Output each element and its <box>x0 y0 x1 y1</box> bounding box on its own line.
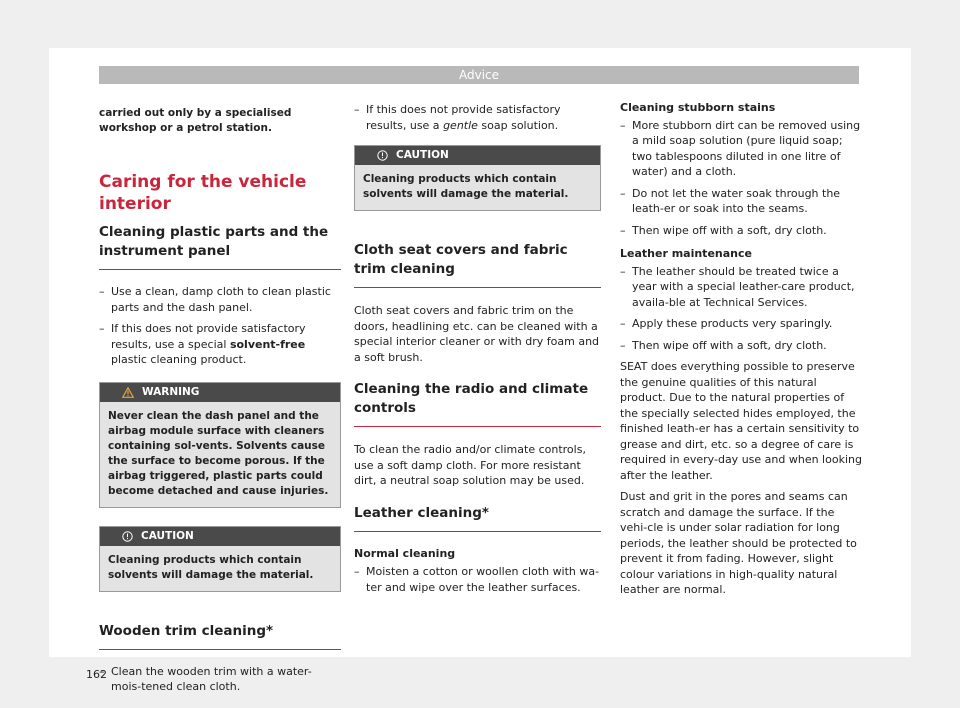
page-header: Advice <box>99 66 859 84</box>
list-item: – Use a clean, damp cloth to clean plastic parts and the dash panel. <box>99 284 341 315</box>
list-item-text: If this does not provide satisfactory results, use a <box>366 103 561 132</box>
list-item: – The leather should be treated twice a year with a special leather-care product, availa-ble at Technical Services. <box>620 264 862 311</box>
cloth-text: Cloth seat covers and fabric trim on the doors, headlining etc. can be cleaned with a special interior cleaner or with dry foam and a soft brush. <box>354 304 600 364</box>
normal-cleaning-heading: Normal cleaning <box>354 546 456 560</box>
caution-header <box>355 146 600 165</box>
radio-section-title: Cleaning the radio and climate controls <box>354 380 601 427</box>
caution-box <box>99 526 341 592</box>
list-item-text: soap solution. <box>477 118 559 132</box>
list-item: – Clean the wooden trim with a water-mois-tened clean cloth. <box>99 664 341 695</box>
warning-box <box>99 382 341 508</box>
leather-paragraph-2: Dust and grit in the pores and seams can scratch and damage the surface. If the vehi-cle is under solar radiation for long periods, the leather should be protected to prevent it from fading. However, slight colour variations in high-quality natural leather are normal. <box>620 490 857 596</box>
list-item-text: plastic cleaning product. <box>111 353 247 366</box>
maintenance-heading: Leather maintenance <box>620 247 752 260</box>
caution-label: CAUTION <box>141 529 194 542</box>
plastic-list-continued <box>354 102 601 133</box>
list-item-italic: gentle <box>443 118 478 132</box>
warning-label: WARNING <box>142 385 200 398</box>
list-item: – More stubborn dirt can be removed using a mild soap solution (pure liquid soap; two tablespoons diluted in one litre of water) and a cloth. <box>620 118 862 180</box>
list-item: – Then wipe off with a soft, dry cloth. <box>620 223 862 239</box>
list-item: – Apply these products very sparingly. <box>620 316 862 332</box>
caution-text: Cleaning products which contain solvents will damage the material. <box>355 165 600 210</box>
main-title: Caring for the vehicle interior <box>99 172 307 214</box>
wooden-list <box>99 664 341 695</box>
cloth-section-title: Cloth seat covers and fabric trim cleaning <box>354 241 601 288</box>
column-2 <box>354 102 601 601</box>
leather-section-title: Leather cleaning* <box>354 504 601 532</box>
manual-page <box>49 48 911 693</box>
list-item <box>99 321 341 368</box>
continued-text: carried out only by a specialised workshop or a petrol station. <box>99 107 292 134</box>
caution-box <box>354 145 601 211</box>
plastic-list <box>99 284 341 368</box>
leather-paragraph-1: SEAT does everything possible to preserve the genuine qualities of this natural product. Due to the natural properties of the specially selected hides employed, the finished leath-er has a certain sensitivity to grease and dirt, etc. so a degree of care is required in every-day use and when looking after the leather. <box>620 360 862 482</box>
caution-circle-icon <box>122 531 133 542</box>
warning-header <box>100 383 340 402</box>
caution-text: Cleaning products which contain solvents will damage the material. <box>100 546 340 591</box>
normal-cleaning-list <box>354 564 601 595</box>
column-3 <box>620 100 862 598</box>
caution-header <box>100 527 340 546</box>
list-item: – Moisten a cotton or woollen cloth with wa-ter and wipe over the leather surfaces. <box>354 564 601 595</box>
warning-triangle-icon <box>122 387 134 398</box>
warning-text: Never clean the dash panel and the airbag module surface with cleaners containing sol-vents. Solvents cause the surface to become porous. If the airbag triggered, plastic parts could become detached and cause injuries. <box>100 402 340 507</box>
list-item-text: If this does not provide satisfactory results, use a special <box>111 322 306 351</box>
maintenance-list <box>620 264 862 354</box>
stains-heading: Cleaning stubborn stains <box>620 101 776 114</box>
list-item: – Do not let the water soak through the leath-er or soak into the seams. <box>620 186 862 217</box>
page-number: 162 <box>86 668 107 681</box>
list-item: – Then wipe off with a soft, dry cloth. <box>620 338 862 354</box>
radio-text: To clean the radio and/or climate controls, use a soft damp cloth. For more resistant dirt, a neutral soap solution may be used. <box>354 443 586 487</box>
column-1 <box>99 104 341 701</box>
wooden-section-title: Wooden trim cleaning* <box>99 622 341 650</box>
list-item-bold: solvent-free <box>229 337 306 351</box>
caution-circle-icon <box>377 150 388 161</box>
list-item <box>354 102 601 133</box>
plastic-section-title: Cleaning plastic parts and the instrument panel <box>99 223 341 270</box>
stains-list <box>620 118 862 239</box>
caution-label: CAUTION <box>396 149 449 161</box>
